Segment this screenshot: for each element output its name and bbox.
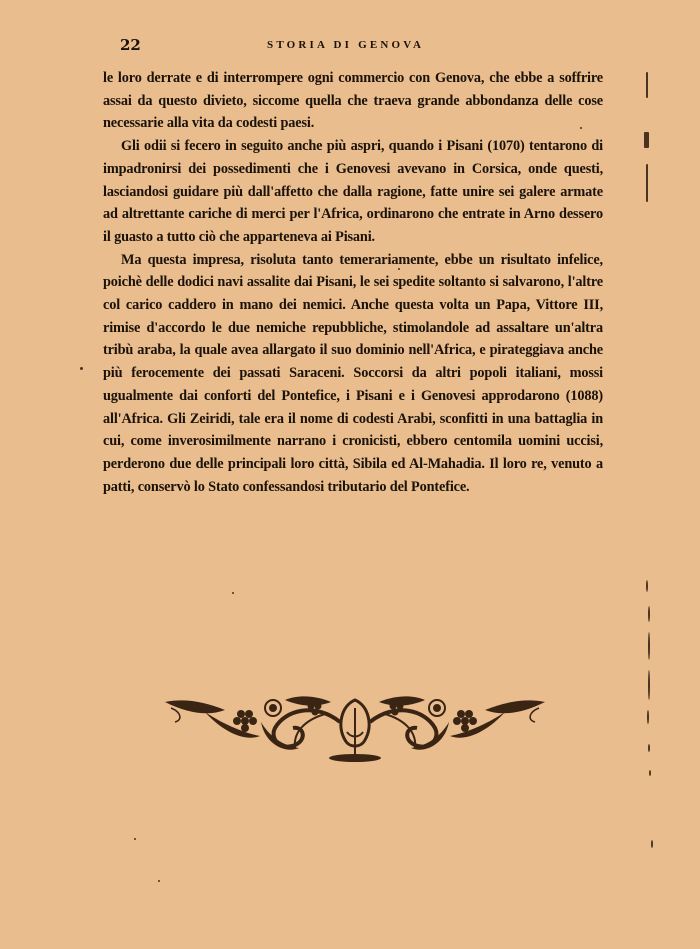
margin-speck xyxy=(644,132,649,148)
margin-speck xyxy=(651,840,653,848)
margin-speck xyxy=(647,710,649,724)
foliage-tailpiece-ornament-icon xyxy=(165,692,545,764)
margin-speck xyxy=(648,606,650,622)
paragraph-pisani-corsica: Gli odii si fecero in seguito anche più aspri, quando i Pisani (1070) tentarono di impadronirsi dei possedimenti che i Genovesi avevano in Corsica, onde questi, lasciandosi guidare più dall'affetto che dalla ragione, fatte unire sei galere armate ad altrettante cariche di merci per l'Africa, ordinarono che entrate in Arno dessero il guasto a tutto ciò che apparteneva ai Pisani. xyxy=(103,138,603,245)
margin-speck xyxy=(649,770,651,776)
paragraph-continuation: le loro derrate e di interrompere ogni commercio con Genova, che ebbe a soffrire assai da questo divieto, siccome quella che traeva grande abbondanza delle cose necessarie alla vita da codesti paesi. xyxy=(103,70,603,132)
page-number: 22 xyxy=(120,36,141,54)
margin-speck xyxy=(648,744,650,752)
page-speck xyxy=(158,880,160,882)
running-title: STORIA DI GENOVA xyxy=(267,39,425,51)
page-speck xyxy=(580,127,582,129)
page-header xyxy=(120,36,600,56)
margin-speck xyxy=(648,632,650,660)
margin-speck xyxy=(646,72,648,98)
page-speck xyxy=(134,838,136,840)
margin-speck xyxy=(648,670,650,700)
margin-speck xyxy=(646,580,648,592)
paragraph-africa-expedition: Ma questa impresa, risoluta tanto temerariamente, ebbe un risultato infelice, poichè delle dodici navi assalite dai Pisani, le sei spedite soltanto si salvarono, l'altre col carico caddero in mano dei nemici. Anche questa volta un Papa, Vittore III, rimise d'accordo le due nemiche repubbliche, stimolandole ad assaltare un'altra tribù araba, la quale avea allargato il suo dominio nell'Africa, e pirateggiava anche più ferocemente dei passati Saraceni. Soccorsi da altri popoli italiani, mossi ugualmente dai conforti del Pontefice, i Pisani e i Genovesi approdarono (1088) all'Africa. Gli Zeiridi, tale era il nome di codesti Arabi, sconfitti in una battaglia in cui, come inverosimilmente narrano i cronicisti, ebbero centomila uomini uccisi, perderono due delle principali loro città, Sibila ed Al-Mahadia. Il loro re, venuto a patti, conservò lo Stato confessandosi tributario del Pontefice. xyxy=(103,251,603,495)
body-text xyxy=(103,67,603,498)
page-speck xyxy=(232,592,234,594)
margin-specks xyxy=(640,60,700,860)
page-speck xyxy=(398,268,400,270)
page-speck xyxy=(80,367,83,370)
margin-speck xyxy=(646,164,648,202)
